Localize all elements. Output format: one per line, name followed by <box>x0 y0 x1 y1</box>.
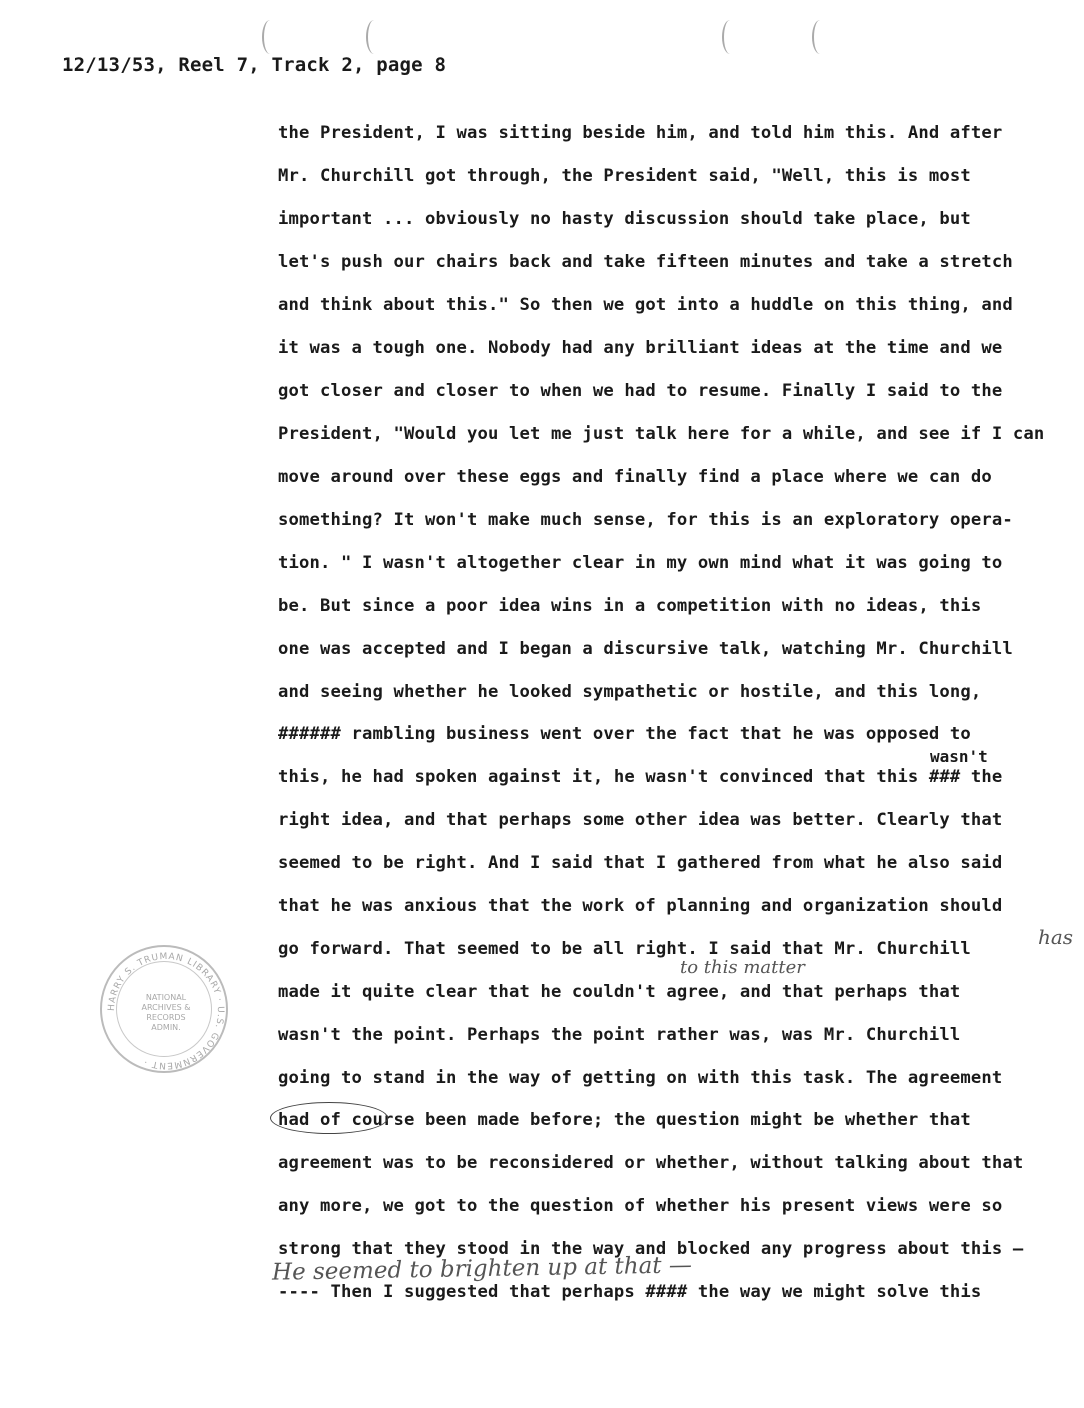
punch-mark <box>366 20 382 54</box>
stamp-line: ARCHIVES & <box>141 1003 191 1012</box>
text-line: right idea, and that perhaps some other idea was better. Clearly that <box>278 810 1003 830</box>
text-line: be. But since a poor idea wins in a competition with no ideas, this <box>278 596 982 616</box>
punch-mark <box>262 20 278 54</box>
text-line: ###### rambling business went over the fact that he was opposed to <box>278 724 971 744</box>
text-line: got closer and closer to when we had to resume. Finally I said to the <box>278 381 1003 401</box>
text-line: going to stand in the way of getting on with this task. The agreement <box>278 1068 1003 1088</box>
punch-mark <box>722 20 738 54</box>
text-line: wasn't the point. Perhaps the point rather was, was Mr. Churchill <box>278 1025 961 1045</box>
text-line: something? It won't make much sense, for this is an exploratory opera- <box>278 510 1013 530</box>
page-header: 12/13/53, Reel 7, Track 2, page 8 <box>62 54 447 76</box>
punch-mark <box>812 20 828 54</box>
text-line: agreement was to be reconsidered or whether, without talking about that <box>278 1153 1024 1173</box>
stamp-center-text <box>102 993 230 1033</box>
handwritten-annotation: to this matter <box>680 957 805 978</box>
text-line: made it quite clear that he couldn't agree, and that perhaps that <box>278 982 961 1002</box>
text-line: tion. " I wasn't altogether clear in my own mind what it was going to <box>278 553 1003 573</box>
handwritten-annotation: He seemed to brighten up at that — <box>271 1252 693 1286</box>
text-line: and seeing whether he looked sympathetic or hostile, and this long, <box>278 682 982 702</box>
text-line: any more, we got to the question of whether his present views were so <box>278 1196 1003 1216</box>
text-line: ---- Then I suggested that perhaps #### the way we might solve this <box>278 1282 982 1302</box>
archive-stamp <box>100 945 228 1073</box>
handwritten-annotation: has <box>1038 925 1074 949</box>
text-line: seemed to be right. And I said that I gathered from what he also said <box>278 853 1003 873</box>
stamp-line: RECORDS <box>146 1013 186 1022</box>
text-line: move around over these eggs and finally find a place where we can do <box>278 467 992 487</box>
text-line: and think about this." So then we got into a huddle on this thing, and <box>278 295 1013 315</box>
text-line: this, he had spoken against it, he wasn't convinced that this ### the <box>278 767 1003 787</box>
text-line: President, "Would you let me just talk here for a while, and see if I can <box>278 424 1045 444</box>
stamp-line: ADMIN. <box>151 1023 181 1032</box>
text-line: had of course been made before; the question might be whether that <box>278 1110 971 1130</box>
text-line: let's push our chairs back and take fifteen minutes and take a stretch <box>278 252 1013 272</box>
text-line: important ... obviously no hasty discussion should take place, but <box>278 209 971 229</box>
text-line: one was accepted and I began a discursive talk, watching Mr. Churchill <box>278 639 1013 659</box>
text-line: go forward. That seemed to be all right. I said that Mr. Churchill <box>278 939 971 959</box>
text-line: the President, I was sitting beside him, and told him this. And after <box>278 123 1003 143</box>
text-line: that he was anxious that the work of planning and organization should <box>278 896 1003 916</box>
text-line: Mr. Churchill got through, the President said, "Well, this is most <box>278 166 971 186</box>
text-line: strong that they stood in the way and blocked any progress about this — <box>278 1239 1024 1259</box>
stamp-ring-label: HARRY S. TRUMAN LIBRARY · U.S. GOVERNMENT · <box>106 951 226 1071</box>
interlinear-correction: wasn't <box>930 747 988 766</box>
stamp-line: NATIONAL <box>145 993 187 1002</box>
text-line: it was a tough one. Nobody had any brilliant ideas at the time and we <box>278 338 1003 358</box>
circled-text-mark <box>270 1102 388 1134</box>
